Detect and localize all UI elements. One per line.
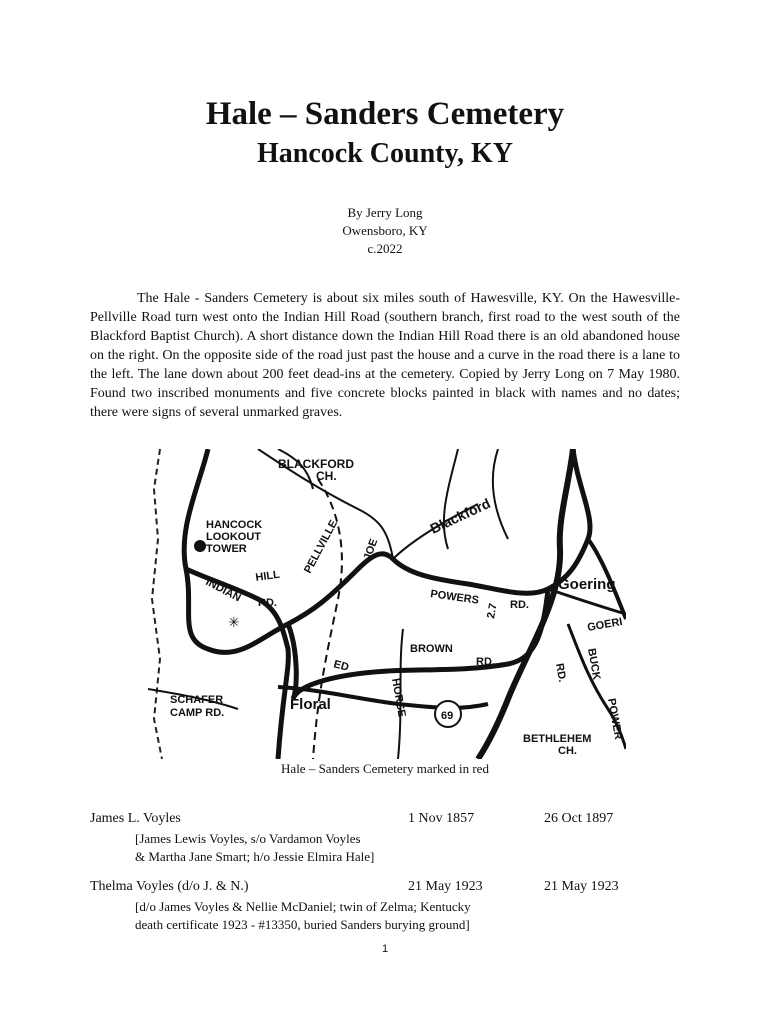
death-date: 26 Oct 1897 [544, 811, 614, 826]
map-label: CH. [558, 745, 577, 757]
document-subtitle: Hancock County, KY [257, 138, 513, 169]
map-label: 69 [441, 710, 454, 722]
map-label: LOOKOUT [206, 531, 261, 543]
map-label: PELLVILLE [302, 518, 341, 576]
map-label: RD. [553, 662, 569, 684]
map-label: RD. [476, 656, 495, 668]
map-label: CH. [316, 469, 337, 483]
map-label: BETHLEHEM [523, 733, 592, 745]
map-drawing [148, 449, 626, 759]
burial-note-line: & Martha Jane Smart; h/o Jessie Elmira Hale] [135, 849, 375, 864]
tower-marker-icon [194, 540, 206, 552]
map-caption: Hale – Sanders Cemetery marked in red [281, 761, 489, 776]
document-date: c.2022 [367, 241, 403, 256]
map-label: HORSE [389, 677, 408, 719]
cemetery-marker-icon: ✳ [228, 614, 240, 630]
birth-date: 21 May 1923 [408, 879, 483, 894]
cemetery-map [148, 449, 626, 759]
map-label: ED [332, 658, 351, 674]
page-number: 1 [381, 943, 389, 955]
author-location: Owensboro, KY [342, 223, 428, 238]
map-label: BROWN [410, 643, 453, 655]
author: By Jerry Long [347, 205, 423, 220]
map-label: POWERS [429, 588, 480, 607]
birth-date: 1 Nov 1857 [408, 811, 475, 826]
map-label: Goering [558, 576, 616, 593]
map-label: POWER [605, 697, 625, 741]
burial-note [135, 830, 374, 866]
map-label: BUCK [585, 647, 603, 681]
byline [0, 204, 770, 258]
map-label: INDIAN [203, 576, 243, 605]
document-title: Hale – Sanders Cemetery [205, 96, 565, 132]
map-label: Blackford [427, 494, 493, 537]
map-label: BLACKFORD [278, 457, 354, 471]
burial-name: Thelma Voyles (d/o J. & N.) [90, 879, 249, 894]
map-label: RD. [510, 599, 529, 611]
burial-note-line: death certificate 1923 - #13350, buried Sanders burying ground] [135, 917, 470, 932]
death-date: 21 May 1923 [544, 879, 619, 894]
map-label: JOE [361, 537, 381, 563]
burial-note-line: [James Lewis Voyles, s/o Vardamon Voyles [135, 831, 361, 846]
map-label: TOWER [206, 543, 247, 555]
map-label: GOERI [586, 615, 624, 634]
burial-name: James L. Voyles [90, 811, 181, 826]
map-label: Floral [290, 696, 331, 713]
map-label: SCHAFER [170, 694, 224, 706]
map-label: 2.7 [485, 602, 500, 620]
burial-note [135, 898, 471, 934]
map-label: HILL [254, 568, 281, 584]
burial-note-line: [d/o James Voyles & Nellie McDaniel; twin of Zelma; Kentucky [135, 899, 471, 914]
map-label: CAMP RD. [170, 707, 225, 719]
map-label: HANCOCK [206, 519, 263, 531]
intro-paragraph: The Hale - Sanders Cemetery is about six miles south of Hawesville, KY. On the Hawesville- Pellville Road turn west onto the Indian Hill Road (southern branch, first road to the west south of the Blackford Baptist Church). A short distance down the Indian Hill Road there is an old abandoned house on the right. On the opposite side of the road just past the house and a curve in the road there is a lane to the left. The lane down about 200 feet dead-ins at the cemetery. Copied by Jerry Long on 7 May 1980. Found two inscribed monuments and five concrete blocks painted in black with names and no dates; there were signs of several unmarked graves. [90, 291, 680, 420]
map-label: RD. [258, 597, 277, 609]
